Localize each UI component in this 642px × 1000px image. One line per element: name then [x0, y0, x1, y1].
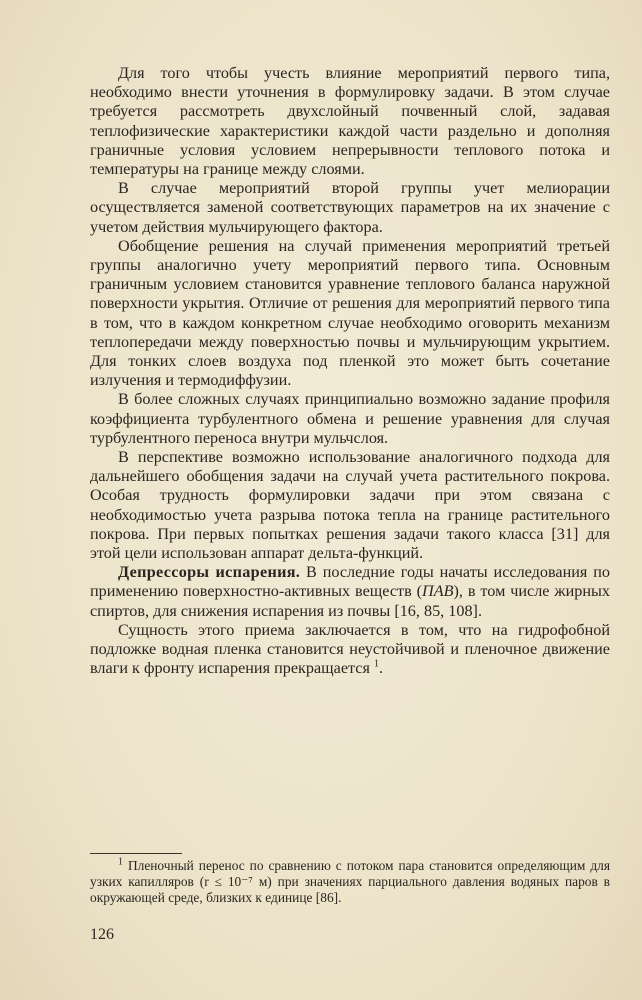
paragraph-7-end: .	[378, 659, 383, 678]
footnote-divider	[90, 853, 182, 854]
paragraph-7-text: Сущность этого приема заключается в том, что на гидрофобной подложке водная пленка становится неустойчивой и пленочное движение влаги к фронту испарения прекращается	[90, 620, 610, 678]
section-heading-depressors: Депрессоры испарения.	[118, 563, 301, 582]
paragraph-5: В перспективе возможно использование аналогичного подхода для дальнейшего обобщения задачи на случай учета растительного покрова. Особая трудность формулировки задачи при этом связана с необходимостью учета разрыва потока тепла на границе растительного покрова. При первых попытках решения задачи такого класса [31] для этой цели использован аппарат дельта-функций.	[90, 448, 610, 563]
body-text	[90, 64, 610, 679]
footnote-reference[interactable]: 1	[373, 658, 379, 670]
footnote-1	[90, 858, 610, 905]
paragraph-6-text-b: ), в том числе жирных спиртов, для снижения испарения из почвы [16, 85, 108].	[90, 582, 610, 620]
paragraph-3: Обобщение решения на случай применения мероприятий третьей группы аналогично учету мероприятий первого типа. Основным граничным условием становится уравнение теплового баланса наружной поверхности укрытия. Отличие от решения для мероприятий первого типа в том, что в каждом конкретном случае необходимо оговорить механизм теплопередачи между поверхностью почвы и мульчирующим укрытием. Для тонких слоев воздуха под пленкой это может быть сочетание излучения и термодиффузии.	[90, 236, 610, 390]
page-number: 126	[90, 926, 114, 943]
paragraph-6-text-a: В последние годы начаты исследования по применению поверхностно-активных веществ (	[90, 563, 610, 601]
paragraph-2: В случае мероприятий второй группы учет мелиорации осуществляется заменой соответствующих параметров на их значение с учетом действия мульчирующего фактора.	[90, 179, 610, 236]
footnote	[90, 858, 610, 905]
footnote-text: Пленочный перенос по сравнению с потоком пара становится определяющим для узких капилляров (r ≤ 10⁻⁷ м) при значениях парциального давления водяных паров в окружающей среде, близких к единице [86].	[90, 858, 610, 905]
footnote-mark: 1	[118, 856, 123, 868]
paragraph-1: Для того чтобы учесть влияние мероприятий первого типа, необходимо внести уточнения в формулировку задачи. В этом случае требуется рассмотреть двухслойный почвенный слой, задавая теплофизические характеристики каждой части раздельно и дополняя граничные условия условием непрерывности теплового потока и температуры на границе между слоями.	[90, 64, 610, 179]
paragraph-7	[90, 621, 610, 679]
paragraph-4: В более сложных случаях принципиально возможно задание профиля коэффициента турбулентного обмена и решение уравнения для случая турбулентного переноса внутри мульчслоя.	[90, 390, 610, 447]
abbr-pav: ПАВ	[422, 582, 454, 601]
paragraph-6	[90, 563, 610, 621]
